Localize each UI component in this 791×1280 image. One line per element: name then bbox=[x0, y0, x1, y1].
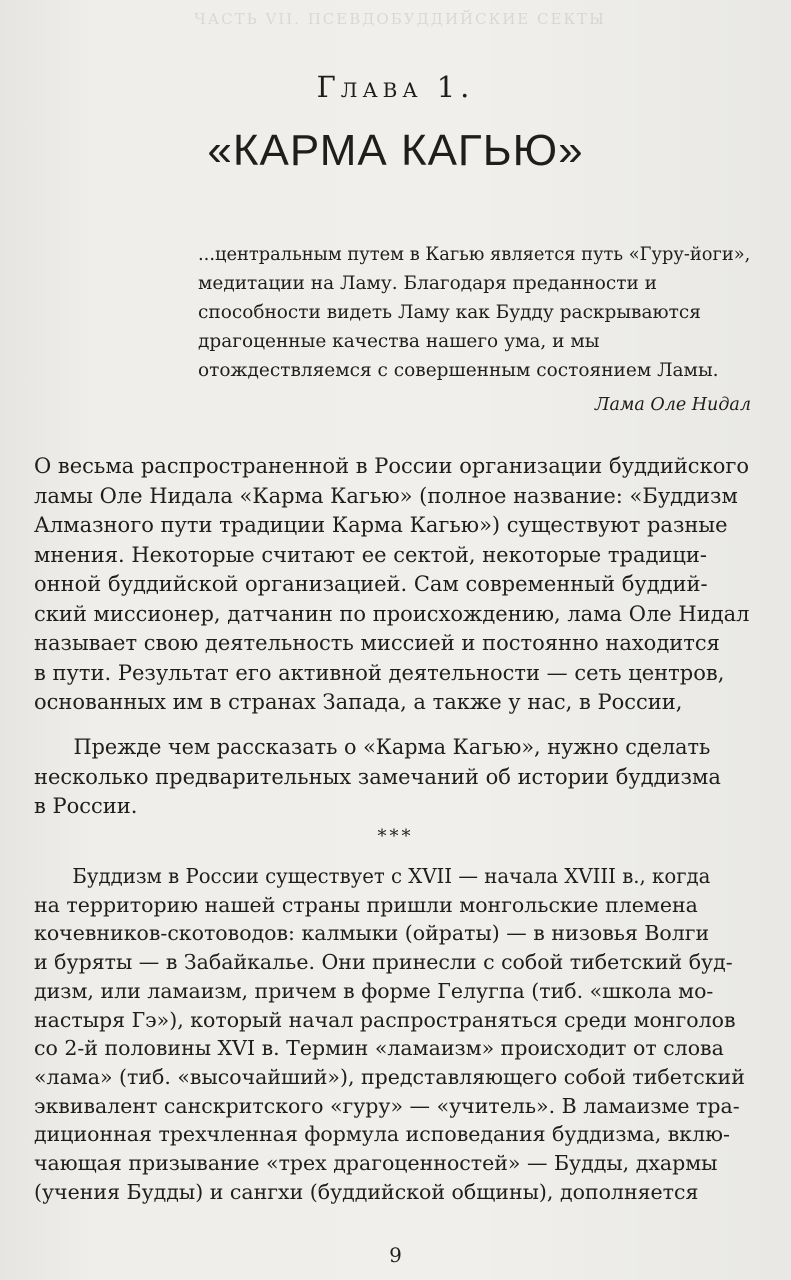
epigraph-line: способности видеть Ламу как Будду раскрываются bbox=[198, 302, 701, 323]
chapter-label: Глава 1. bbox=[316, 70, 475, 104]
text-line: и буряты — в Забайкалье. Они принесли с собой тибетский буд- bbox=[34, 950, 733, 975]
text-line: ский миссионер, датчанин по происхождению, лама Оле Нидал bbox=[34, 601, 750, 626]
text-line: Прежде чем рассказать о «Карма Кагью», нужно сделать bbox=[73, 735, 711, 759]
text-line: диционная трехчленная формула исповедания буддизма, вклю- bbox=[34, 1122, 730, 1147]
running-head-bleedthrough: ЧАСТЬ VII. ПСЕВДОБУДДИЙСКИЕ СЕКТЫ bbox=[194, 10, 606, 28]
text-line: Алмазного пути традиции Карма Кагью») существуют разные bbox=[34, 513, 728, 537]
text-line: настыря Гэ»), который начал распространяться среди монголов bbox=[34, 1007, 736, 1032]
text-line: Буддизм в России существует с XVII — начала XVIII в., когда bbox=[72, 864, 711, 888]
text-line: со 2-й половины XVI в. Термин «ламаизм» происходит от слова bbox=[34, 1036, 724, 1061]
text-line: (учения Будды) и сангхи (буддийской общины), дополняется bbox=[34, 1179, 699, 1204]
text-line: дизм, или ламаизм, причем в форме Гелугпа (тиб. «школа мо- bbox=[34, 978, 714, 1003]
section-separator: *** bbox=[377, 826, 414, 847]
epigraph-line: драгоценные качества нашего ума, и мы bbox=[198, 331, 600, 352]
text-line: онной буддийской организацией. Сам современный буддий- bbox=[34, 572, 708, 596]
text-line: в пути. Результат его активной деятельности — сеть центров, bbox=[34, 660, 725, 685]
paragraph-preface bbox=[34, 733, 750, 822]
text-line: чающая призывание «трех драгоценностей» — Будды, дхармы bbox=[34, 1151, 718, 1176]
text-line: основанных им в странах Запада, а также у нас, в России, bbox=[34, 690, 683, 714]
paragraph-intro bbox=[34, 452, 750, 718]
paragraph-history bbox=[34, 862, 750, 1206]
page-number: 9 bbox=[389, 1243, 402, 1267]
text-line: мнения. Некоторые считают ее сектой, некоторые традици- bbox=[34, 542, 708, 567]
epigraph-line: ...центральным путем в Кагью является путь «Гуру-йоги», bbox=[198, 244, 751, 265]
text-line: на территорию нашей страны пришли монгольские племена bbox=[34, 892, 698, 917]
epigraph-author: Лама Оле Нидал bbox=[594, 395, 751, 415]
text-line: эквивалент санскритского «гуру» — «учитель». В ламаизме тра- bbox=[34, 1093, 740, 1118]
text-line: О весьма распространенной в России организации буддийского bbox=[34, 454, 749, 478]
chapter-title: «КАРМА КАГЬЮ» bbox=[207, 126, 584, 175]
text-line: кочевников-скотоводов: калмыки (ойраты) — в низовья Волги bbox=[34, 921, 710, 946]
epigraph bbox=[198, 240, 750, 385]
epigraph-line: отождествляемся с совершенным состоянием Ламы. bbox=[198, 360, 719, 381]
text-line: «лама» (тиб. «высочайший»), представляющего собой тибетский bbox=[34, 1064, 745, 1089]
text-line: называет свою деятельность миссией и постоянно находится bbox=[34, 631, 720, 655]
epigraph-line: медитации на Ламу. Благодаря преданности и bbox=[198, 273, 658, 294]
text-line: несколько предварительных замечаний об истории буддизма bbox=[34, 764, 721, 789]
text-line: ламы Оле Нидала «Карма Кагью» (полное название: «Буддизм bbox=[34, 483, 738, 508]
text-line: в России. bbox=[34, 794, 138, 818]
